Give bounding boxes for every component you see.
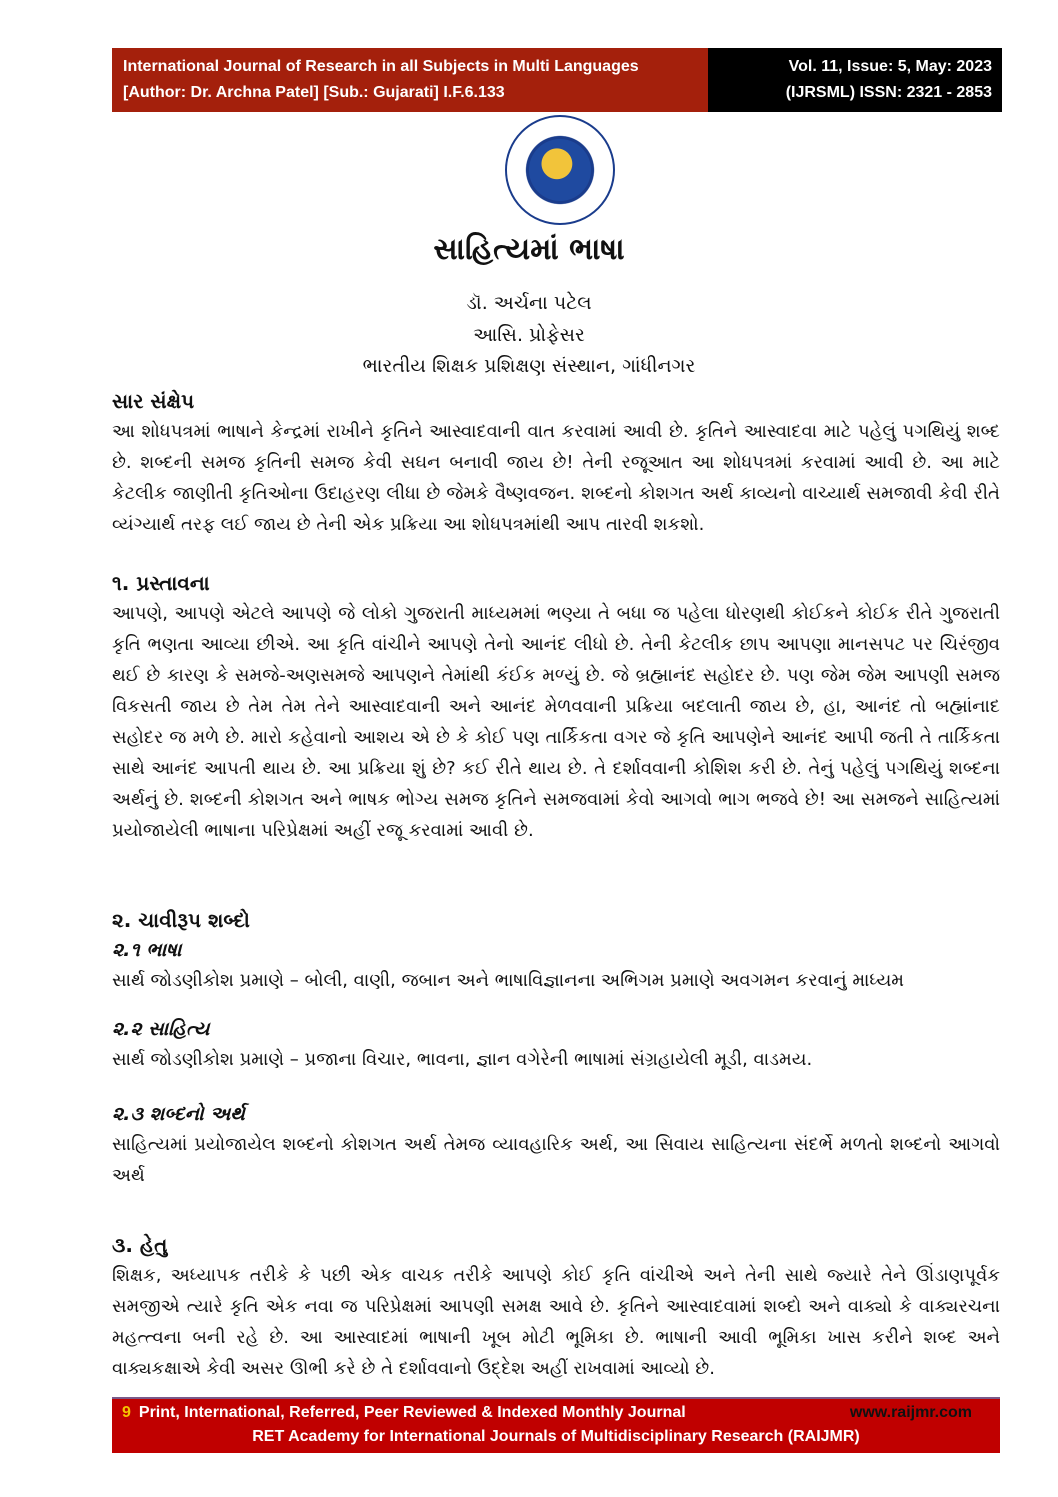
keyword-literature-heading: ૨.૨ સાહિત્ય bbox=[112, 1018, 210, 1040]
footer-journal-type: Print, International, Referred, Peer Reviewed & Indexed Monthly Journal bbox=[138, 1404, 686, 1421]
raijmr-logo bbox=[505, 115, 615, 225]
abstract-heading: સાર સંક્ષેપ bbox=[112, 389, 195, 413]
paper-title: સાહિત્યમાં ભાષા bbox=[433, 232, 625, 267]
keyword-word-meaning-heading: ૨.૩ શબ્દનો અર્થ bbox=[112, 1103, 245, 1125]
introduction-text: આપણે, આપણે એટલે આપણે જે લોકો ગુજરાતી માધ્યમમાં ભણ્યા તે બધા જ પહેલા ધોરણથી કોઈકને કોઈક રીતે ગુજરાતી કૃતિ ભણતા આવ્યા છીએ. આ કૃતિ વાંચીને આપણે તેનો આનંદ લીધો છે. તેની કેટલીક છાપ આપણા માનસપટ પર ચિરંજીવ થઈ છે કારણ કે સમજે-અણસમજે આપણને તેમાંથી કંઈક મળ્યું છે. જે બ્રહ્માનંદ સહોદર છે. પણ જેમ જેમ આપણી સમજ વિકસતી જાય છે તેમ તેમ તેને આસ્વાદવાની અને આનંદ મેળવવાની પ્રક્રિયા બદલાતી જાય છે, હા, આનંદ તો બહ્માંનાદ સહોદર જ મળે છે. મારો કહેવાનો આશય એ છે કે કોઈ પણ તાર્કિકતા વગર જે કૃતિ આપણેને આનંદ આપી જતી તે તાર્કિકતા સાથે આનંદ આપતી થાય છે. આ પ્રક્રિયા શું છે? કઈ રીતે થાય છે. તે દર્શાવવાની કોશિશ કરી છે. તેનું પહેલું પગથિયું શબ્દના અર્થનું છે. શબ્દની કોશગત અને ભાષક ભોગ્ય સમજ કૃતિને સમજવામાં કેવો આગવો ભાગ ભજવે છે! આ સમજને સાહિત્યમાં પ્રયોજાયેલી ભાષાના પરિપ્રેક્ષમાં અહીં રજૂ કરવામાં આવી છે. bbox=[112, 603, 1000, 841]
objective-text: શિક્ષક, અધ્યાપક તરીકે કે પછી એક વાચક તરીકે આપણે કોઈ કૃતિ વાંચીએ અને તેની સાથે જ્યારે તેને ઊંડાણપૂર્વક સમજીએ ત્યારે કૃતિ એક નવા જ પરિપ્રેક્ષમાં આપણી સમક્ષ આવે છે. કૃતિને આસ્વાદવામાં શબ્દો અને વાક્યો કે વાક્યરચના મહત્ત્વના બની રહે છે. આ આસ્વાદમાં ભાષાની ખૂબ મોટી ભૂમિકા છે. ભાષાની આવી ભૂમિકા ખાસ કરીને શબ્દ અને વાક્યકક્ષાએ કેવી અસર ઊભી કરે છે તે દર્શાવવાનો ઉદ્દેશ અહીં રાખવામાં આવ્યો છે. bbox=[112, 1265, 1000, 1379]
volume-issue: Vol. 11, Issue: 5, May: 2023 bbox=[788, 58, 992, 75]
author-name: ડૉ. અર્ચના પટેલ bbox=[466, 292, 592, 314]
keywords-heading: ૨. ચાવીરૂપ શબ્દો bbox=[112, 908, 250, 932]
header-right bbox=[708, 48, 1002, 112]
keyword-literature-text: સાર્થ જોડણીકોશ પ્રમાણે – પ્રજાના વિચાર, ભાવના, જ્ઞાન વગેરેની ભાષામાં સંગ્રહાયેલી મૂડી, વાડમય. bbox=[112, 1049, 813, 1070]
keywords-section bbox=[112, 905, 1000, 1191]
introduction-heading: ૧. પ્રસ્તાવના bbox=[112, 571, 210, 595]
journal-name: International Journal of Research in all Subjects in Multi Languages bbox=[123, 58, 639, 75]
keyword-language-text: સાર્થ જોડણીકોશ પ્રમાણે – બોલી, વાણી, જબાન અને ભાષાવિજ્ઞાનના અભિગમ પ્રમાણે અવગમન કરવાનું માધ્યમ bbox=[112, 970, 905, 991]
author-institute: ભારતીય શિક્ષક પ્રશિક્ષણ સંસ્થાન, ગાંધીનગર bbox=[362, 355, 696, 377]
logo-emblem-icon bbox=[529, 139, 591, 201]
issn: (IJRSML) ISSN: 2321 - 2853 bbox=[785, 84, 992, 101]
header-left bbox=[112, 48, 708, 112]
journal-header bbox=[112, 48, 1002, 112]
page-number: 9 bbox=[122, 1404, 131, 1421]
introduction-section bbox=[112, 568, 1000, 846]
keyword-language-heading: ૨.૧ ભાષા bbox=[112, 939, 182, 961]
footer-url-link[interactable]: www.raijmr.com bbox=[849, 1404, 972, 1421]
abstract-text: આ શોધપત્રમાં ભાષાને કેન્દ્રમાં રાખીને કૃતિને આસ્વાદવાની વાત કરવામાં આવી છે. કૃતિને આસ્વાદવા માટે પહેલું પગથિયું શબ્દ છે. શબ્દની સમજ કૃતિની સમજ કેવી સઘન બનાવી જાય છે! તેની રજૂઆત આ શોધપત્રમાં કરવામાં આવી છે. આ માટે કેટલીક જાણીતી કૃતિઓના ઉદાહરણ લીધા છે જેમકે વૈષ્ણવજન. શબ્દનો કોશગત અર્થ કાવ્યનો વાચ્યાર્થ સમજાવી કેવી રીતે વ્યંગ્યાર્થ તરફ લઈ જાય છે તેની એક પ્રક્રિયા આ શોધપત્રમાંથી આપ તારવી શકશો. bbox=[112, 421, 1000, 535]
keyword-word-meaning-text: સાહિત્યમાં પ્રયોજાયેલ શબ્દનો કોશગત અર્થ તેમજ વ્યાવહારિક અર્થ, આ સિવાય સાહિત્યના સંદર્ભે મળતો શબ્દનો આગવો અર્થ bbox=[112, 1134, 1000, 1186]
footer-publisher: RET Academy for International Journals of Multidisciplinary Research (RAIJMR) bbox=[252, 1428, 860, 1445]
author-subject-line: [Author: Dr. Archna Patel] [Sub.: Gujarati] I.F.6.133 bbox=[123, 84, 505, 101]
objective-section bbox=[112, 1230, 1000, 1384]
author-designation: આસિ. પ્રોફેસર bbox=[473, 324, 585, 346]
abstract-section bbox=[112, 386, 1000, 540]
journal-footer bbox=[112, 1397, 1000, 1453]
objective-heading: ૩. હેતુ bbox=[112, 1233, 168, 1257]
